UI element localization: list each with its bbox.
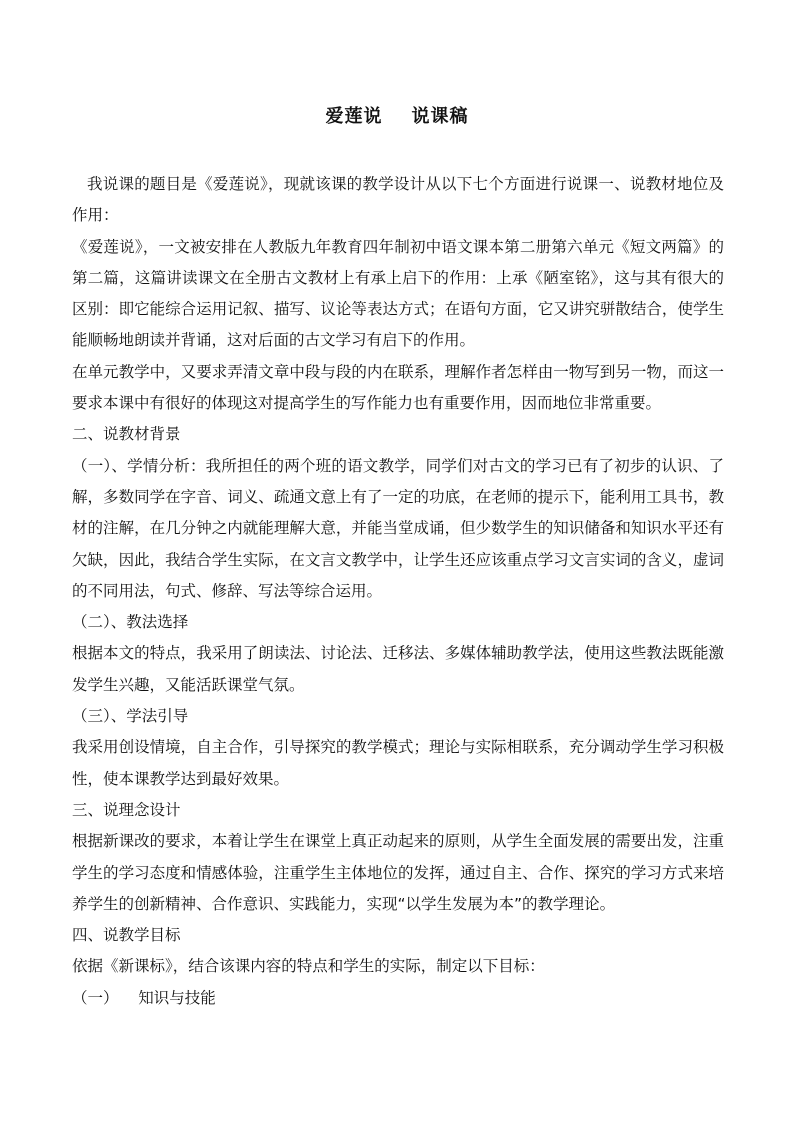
heading-section-4: 四、说教学目标 bbox=[72, 926, 181, 945]
heading-knowledge-skills: （一） 知识与技能 bbox=[72, 988, 216, 1007]
paragraph-learning-guidance: 我采用创设情境，自主合作，引导探究的教学模式；理论与实际相联系，充分调动学生学习积极性，使本课教学达到最好效果。 bbox=[72, 738, 724, 788]
heading-section-3: 三、说理念设计 bbox=[72, 800, 181, 819]
document-body bbox=[72, 169, 724, 1014]
paragraph-intro: 我说课的题目是《爱莲说》，现就该课的教学设计从以下七个方面进行说课一、说教材地位及作用： bbox=[72, 175, 724, 225]
heading-section-2: 二、说教材背景 bbox=[72, 425, 181, 444]
paragraph-teaching-method: 根据本文的特点，我采用了朗读法、讨论法、迁移法、多媒体辅助教学法，使用这些教法既能激发学生兴趣，又能活跃课堂气氛。 bbox=[72, 644, 724, 694]
paragraph-concept-design: 根据新课改的要求，本着让学生在课堂上真正动起来的原则，从学生全面发展的需要出发，注重学生的学习态度和情感体验，注重学生主体地位的发挥，通过自主、合作、探究的学习方式来培养学生的创新精神、合作意识、实践能力，实现“以学生发展为本”的教学理论。 bbox=[72, 832, 724, 913]
heading-learning-guidance: （三）、学法引导 bbox=[72, 707, 189, 726]
paragraph-learner-analysis: （一）、学情分析：我所担任的两个班的语文教学，同学们对古文的学习已有了初步的认识、了解，多数同学在字音、词义、疏通文意上有了一定的功底，在老师的提示下，能利用工具书，教材的注解，在几分钟之内就能理解大意，并能当堂成诵，但少数学生的知识储备和知识水平还有欠缺，因此，我结合学生实际，在文言文教学中，让学生还应该重点学习文言实词的含义，虚词的不同用法，句式、修辞、写法等综合运用。 bbox=[72, 456, 724, 600]
heading-teaching-method: （二）、教法选择 bbox=[72, 613, 189, 632]
paragraph-textbook-position: 《爱莲说》，一文被安排在人教版九年教育四年制初中语文课本第二册第六单元《短文两篇》的第二篇，这篇讲读课文在全册古文教材上有承上启下的作用：上承《陋室铭》，这与其有很大的区别：即它能综合运用记叙、描写、议论等表达方式；在语句方面，它又讲究骈散结合，使学生能顺畅地朗读并背诵，这对后面的古文学习有启下的作用。 bbox=[72, 237, 724, 350]
paragraph-teaching-goals: 依据《新课标》，结合该课内容的特点和学生的实际，制定以下目标： bbox=[72, 957, 545, 976]
paragraph-unit-teaching: 在单元教学中，又要求弄清文章中段与段的内在联系，理解作者怎样由一物写到另一物，而这一要求本课中有很好的体现这对提高学生的写作能力也有重要作用，因而地位非常重要。 bbox=[72, 362, 724, 413]
document-title: 爱莲说 说课稿 bbox=[325, 106, 469, 127]
